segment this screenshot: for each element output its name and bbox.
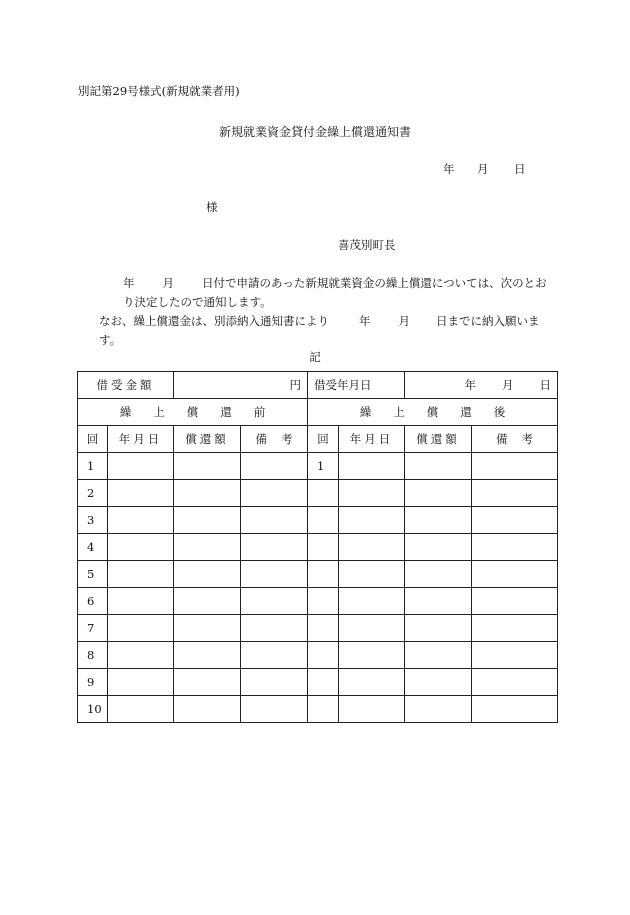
repayment-amount-before[interactable] [174, 642, 241, 669]
col-remarks-after: 備考 [472, 426, 558, 453]
row-number-before: 7 [78, 615, 108, 642]
remarks-before[interactable] [241, 615, 308, 642]
repayment-date-before[interactable] [108, 642, 174, 669]
loan-info-row [78, 372, 558, 399]
repayment-amount-before[interactable] [174, 588, 241, 615]
repayment-amount-before[interactable] [174, 480, 241, 507]
p1-year: 年 [123, 276, 135, 290]
remarks-before[interactable] [241, 696, 308, 723]
repayment-date-after[interactable] [339, 642, 405, 669]
row-number-after [308, 642, 339, 669]
loan-date-year: 年 [464, 378, 476, 392]
table-row [78, 507, 558, 534]
remarks-before[interactable] [241, 480, 308, 507]
col-amount-after: 償還額 [405, 426, 472, 453]
loan-date-month: 月 [502, 378, 514, 392]
row-number-after [308, 588, 339, 615]
section-header-row [78, 399, 558, 426]
column-header-row [78, 426, 558, 453]
document-title: 新規就業資金貸付金繰上償還通知書 [218, 125, 411, 139]
p2-tail: 日までに納入願います。 [99, 314, 540, 347]
col-date-before: 年月日 [108, 426, 174, 453]
form-number: 別記第29号様式(新規就業者用) [78, 84, 240, 98]
repayment-date-after[interactable] [339, 669, 405, 696]
repayment-date-after[interactable] [339, 696, 405, 723]
remarks-after[interactable] [472, 615, 558, 642]
remarks-after[interactable] [472, 534, 558, 561]
row-number-after [308, 561, 339, 588]
loan-date-value[interactable] [405, 372, 558, 399]
before-repayment-header: 繰上償還前 [78, 399, 308, 426]
table-row [78, 561, 558, 588]
col-times-after: 回 [308, 426, 339, 453]
repayment-amount-after[interactable] [405, 669, 472, 696]
remarks-after[interactable] [472, 588, 558, 615]
p2-text: なお、繰上償還金は、別添納入通知書により [99, 314, 329, 328]
remarks-after[interactable] [472, 669, 558, 696]
after-repayment-header: 繰上償還後 [308, 399, 558, 426]
remarks-before[interactable] [241, 507, 308, 534]
remarks-after[interactable] [472, 642, 558, 669]
remarks-after[interactable] [472, 480, 558, 507]
repayment-date-after[interactable] [339, 588, 405, 615]
table-row [78, 696, 558, 723]
issue-date-month: 月 [477, 162, 489, 176]
row-number-after [308, 669, 339, 696]
table-row [78, 669, 558, 696]
remarks-after[interactable] [472, 453, 558, 480]
repayment-date-before[interactable] [108, 480, 174, 507]
repayment-date-after[interactable] [339, 480, 405, 507]
remarks-before[interactable] [241, 669, 308, 696]
row-number-after [308, 507, 339, 534]
row-number-before: 9 [78, 669, 108, 696]
repayment-amount-after[interactable] [405, 453, 472, 480]
issue-date-year: 年 [443, 162, 455, 176]
row-number-before: 10 [78, 696, 108, 723]
ki-marker: 記 [309, 350, 321, 364]
loan-amount-label: 借受金額 [78, 372, 174, 399]
repayment-date-before[interactable] [108, 534, 174, 561]
row-number-before: 3 [78, 507, 108, 534]
repayment-amount-before[interactable] [174, 507, 241, 534]
row-number-after [308, 534, 339, 561]
issue-date-day: 日 [514, 162, 526, 176]
row-number-before: 6 [78, 588, 108, 615]
remarks-before[interactable] [241, 453, 308, 480]
table-row [78, 480, 558, 507]
repayment-amount-after[interactable] [405, 642, 472, 669]
body-text [87, 274, 557, 350]
repayment-amount-after[interactable] [405, 615, 472, 642]
repayment-date-before[interactable] [108, 588, 174, 615]
repayment-amount-before[interactable] [174, 696, 241, 723]
col-remarks-before: 備考 [241, 426, 308, 453]
row-number-before: 5 [78, 561, 108, 588]
issuer-name: 喜茂別町長 [338, 238, 396, 252]
repayment-amount-before[interactable] [174, 561, 241, 588]
row-number-before: 1 [78, 453, 108, 480]
row-number-before: 4 [78, 534, 108, 561]
p2-year: 年 [359, 314, 371, 328]
repayment-amount-before[interactable] [174, 534, 241, 561]
repayment-amount-after[interactable] [405, 561, 472, 588]
remarks-before[interactable] [241, 642, 308, 669]
repayment-table [77, 371, 558, 723]
col-amount-before: 償還額 [174, 426, 241, 453]
loan-date-label: 借受年月日 [308, 372, 405, 399]
table-row [78, 642, 558, 669]
loan-date-day: 日 [539, 378, 551, 392]
body-paragraph-1 [87, 274, 557, 312]
row-number-after [308, 696, 339, 723]
remarks-after[interactable] [472, 507, 558, 534]
yen-unit: 円 [289, 378, 301, 392]
p1-month: 月 [162, 276, 174, 290]
repayment-amount-before[interactable] [174, 669, 241, 696]
p1-text: 日付で申請のあった新規就業資金の繰上償還については、次のとおり決定したので通知します。 [123, 276, 547, 309]
row-number-after [308, 615, 339, 642]
repayment-date-before[interactable] [108, 507, 174, 534]
repayment-amount-after[interactable] [405, 588, 472, 615]
repayment-amount-after[interactable] [405, 507, 472, 534]
repayment-amount-after[interactable] [405, 534, 472, 561]
remarks-before[interactable] [241, 561, 308, 588]
repayment-amount-before[interactable] [174, 453, 241, 480]
row-number-before: 2 [78, 480, 108, 507]
repayment-date-after[interactable] [339, 507, 405, 534]
remarks-after[interactable] [472, 696, 558, 723]
repayment-amount-after[interactable] [405, 696, 472, 723]
repayment-amount-after[interactable] [405, 480, 472, 507]
repayment-rows [78, 453, 558, 723]
remarks-after[interactable] [472, 561, 558, 588]
row-number-after [308, 480, 339, 507]
repayment-date-before[interactable] [108, 696, 174, 723]
repayment-date-after[interactable] [339, 534, 405, 561]
repayment-date-before[interactable] [108, 453, 174, 480]
table-row [78, 534, 558, 561]
remarks-before[interactable] [241, 534, 308, 561]
table-row [78, 615, 558, 642]
repayment-amount-before[interactable] [174, 615, 241, 642]
body-paragraph-2 [87, 312, 557, 350]
row-number-after: 1 [308, 453, 339, 480]
p2-month: 月 [398, 314, 410, 328]
table-row [78, 453, 558, 480]
remarks-before[interactable] [241, 588, 308, 615]
loan-amount-value[interactable] [174, 372, 308, 399]
table-row [78, 588, 558, 615]
repayment-date-after[interactable] [339, 453, 405, 480]
repayment-date-before[interactable] [108, 561, 174, 588]
repayment-date-after[interactable] [339, 615, 405, 642]
issue-date [443, 161, 526, 177]
recipient-honorific: 様 [206, 200, 218, 214]
col-date-after: 年月日 [339, 426, 405, 453]
repayment-date-after[interactable] [339, 561, 405, 588]
repayment-date-before[interactable] [108, 669, 174, 696]
row-number-before: 8 [78, 642, 108, 669]
col-times-before: 回 [78, 426, 108, 453]
repayment-date-before[interactable] [108, 615, 174, 642]
